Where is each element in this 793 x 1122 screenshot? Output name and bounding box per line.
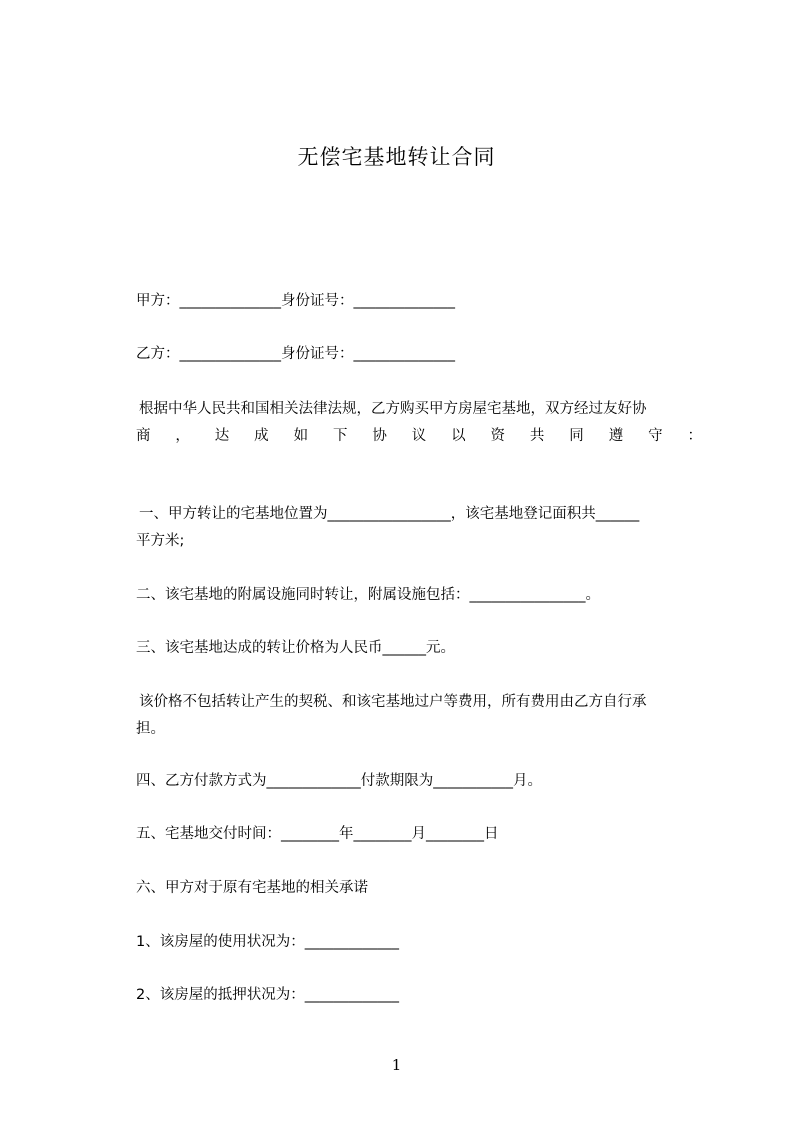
intro-char: 议: [411, 428, 427, 444]
intro-char: 成: [254, 428, 269, 444]
intro-line-1: 根据中华人民共和国相关法律法规，乙方购买甲方房屋宅基地，双方经过友好协: [139, 401, 647, 417]
intro-char: 遵: [608, 428, 624, 444]
intro-char: 商: [136, 428, 151, 444]
clause-3: 三、该宅基地达成的转让价格为人民币______元。: [136, 640, 455, 656]
clause-1-line-1: 一、甲方转让的宅基地位置为_________________，该宅基地登记面积共______: [139, 506, 640, 522]
party-a-line: 甲方：______________身份证号：______________: [136, 293, 455, 309]
clause-2: 二、该宅基地的附属设施同时转让，附属设施包括：________________。: [136, 587, 600, 603]
intro-char: 如: [293, 428, 309, 444]
clause-6-heading: 六、甲方对于原有宅基地的相关承诺: [136, 880, 368, 896]
clause-4: 四、乙方付款方式为_____________付款期限为___________月。: [136, 773, 542, 789]
intro-char: 资: [490, 428, 506, 444]
intro-char: ：: [687, 428, 702, 444]
party-b-line: 乙方：______________身份证号：______________: [136, 346, 455, 362]
clause-3-note-line-2: 担。: [136, 721, 165, 737]
intro-char: 达: [214, 428, 230, 444]
intro-char: 以: [451, 428, 466, 444]
intro-char: 协: [372, 428, 387, 444]
clause-5: 五、宅基地交付时间：________年________月________日: [136, 826, 499, 842]
intro-line-2: [136, 425, 702, 447]
clause-6-item-2: 2、该房屋的抵押状况为：_____________: [136, 987, 399, 1003]
intro-char: ，: [175, 428, 190, 444]
intro-char: 守: [648, 428, 663, 444]
intro-char: 同: [569, 428, 584, 444]
clause-1-line-2: 平方米;: [136, 533, 185, 549]
page-number: 1: [391, 1056, 402, 1074]
document-title: 无偿宅基地转让合同: [297, 145, 496, 169]
clause-3-note-line-1: 该价格不包括转让产生的契税、和该宅基地过户等费用，所有费用由乙方自行承: [139, 694, 647, 710]
clause-6-item-1: 1、该房屋的使用状况为：_____________: [136, 934, 399, 950]
intro-char: 下: [332, 428, 348, 444]
intro-char: 共: [529, 428, 545, 444]
